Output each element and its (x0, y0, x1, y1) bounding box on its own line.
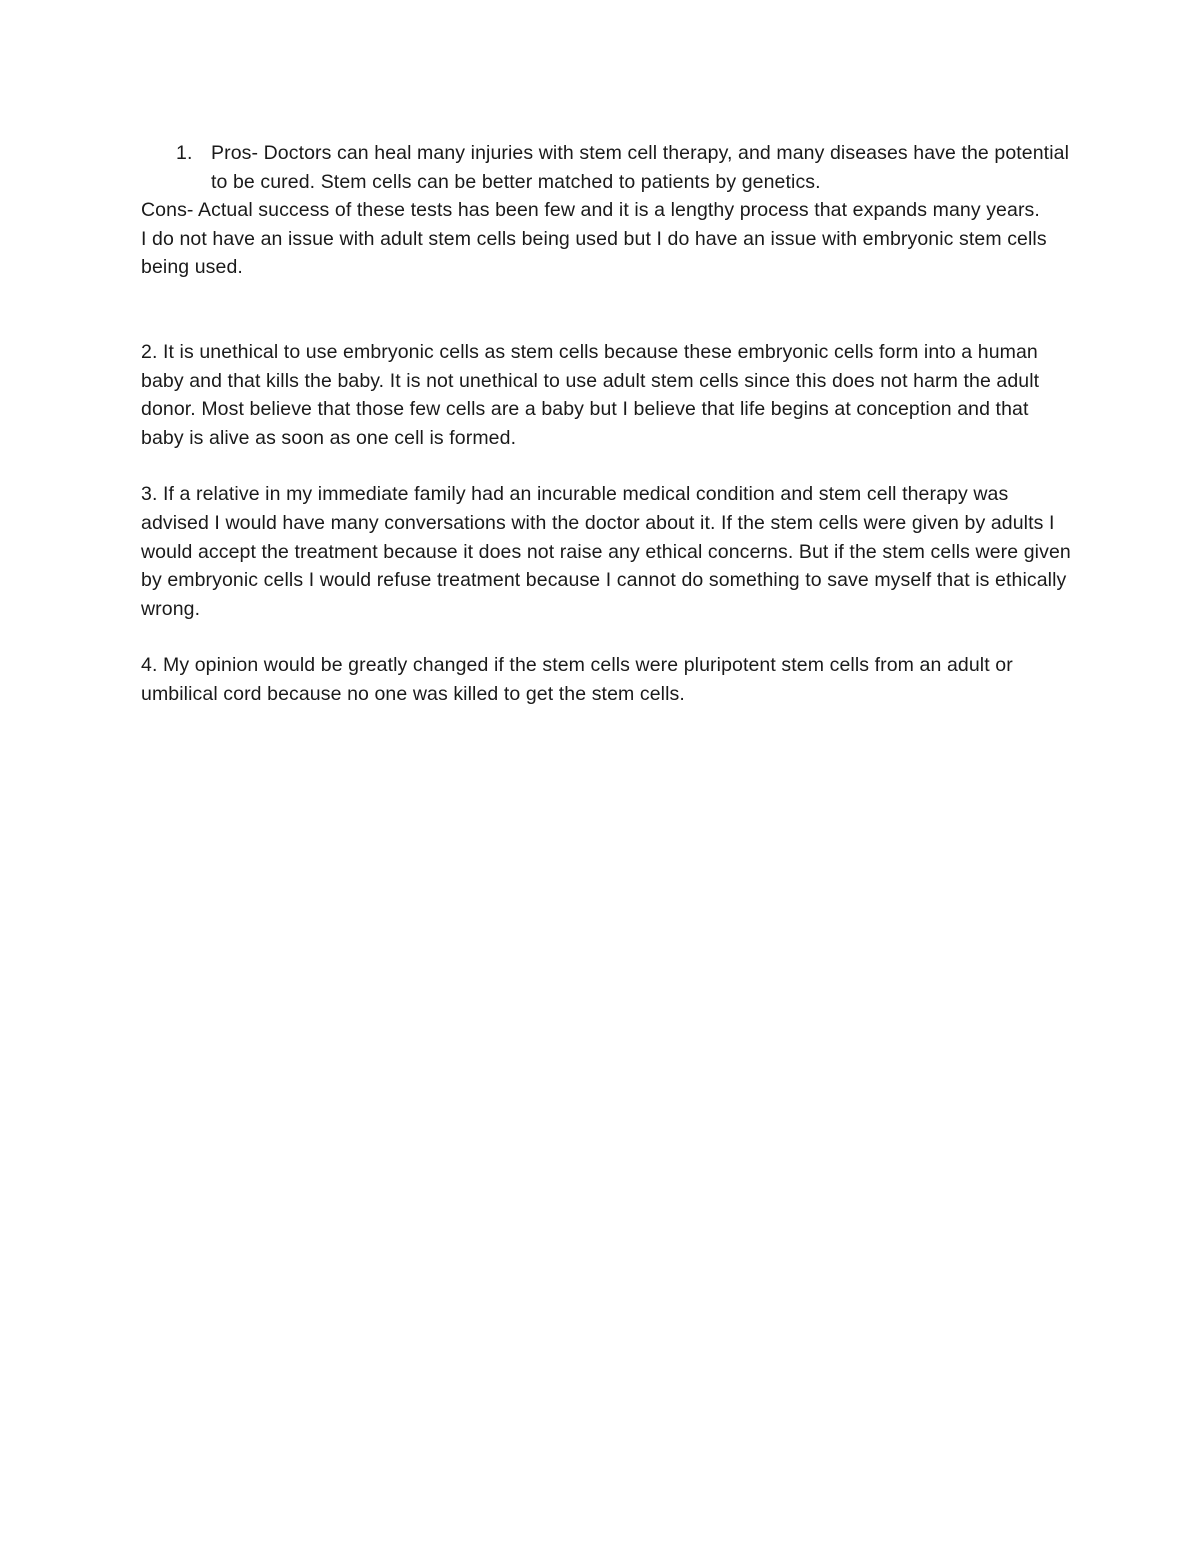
list-item-1 (176, 139, 1071, 196)
answer-2-paragraph: 2. It is unethical to use embryonic cells as stem cells because these embryonic cells form into a human baby and that kills the baby. It is not unethical to use adult stem cells since this does not harm the adult donor. Most believe that those few cells are a baby but I believe that life begins at conception and that baby is alive as soon as one cell is formed. (141, 340, 1040, 449)
answer-4-paragraph: 4. My opinion would be greatly changed if the stem cells were pluripotent stem cells from an adult or umbilical cord because no one was killed to get the stem cells. (141, 654, 1013, 705)
pros-paragraph: Pros- Doctors can heal many injuries with stem cell therapy, and many diseases have the potential to be cured. Stem cells can be better matched to patients by genetics. (211, 142, 1070, 193)
spacer (141, 623, 1071, 651)
spacer (141, 452, 1071, 480)
cons-paragraph: Cons- Actual success of these tests has been few and it is a lengthy process that expands many years. (141, 199, 1040, 222)
spacer (141, 282, 1071, 338)
list-number-1: 1. (176, 142, 193, 164)
answer-3-paragraph: 3. If a relative in my immediate family had an incurable medical condition and stem cell therapy was advised I would have many conversations with the doctor about it. If the stem cells were given by adults I would accept the treatment because it does not raise any ethical concerns. But if the stem cells were given by embryonic cells I would refuse treatment because I cannot do something to save myself that is ethically wrong. (141, 483, 1071, 620)
document-body (141, 139, 1071, 709)
opinion-paragraph: I do not have an issue with adult stem cells being used but I do have an issue with embryonic stem cells being used. (141, 227, 1047, 279)
